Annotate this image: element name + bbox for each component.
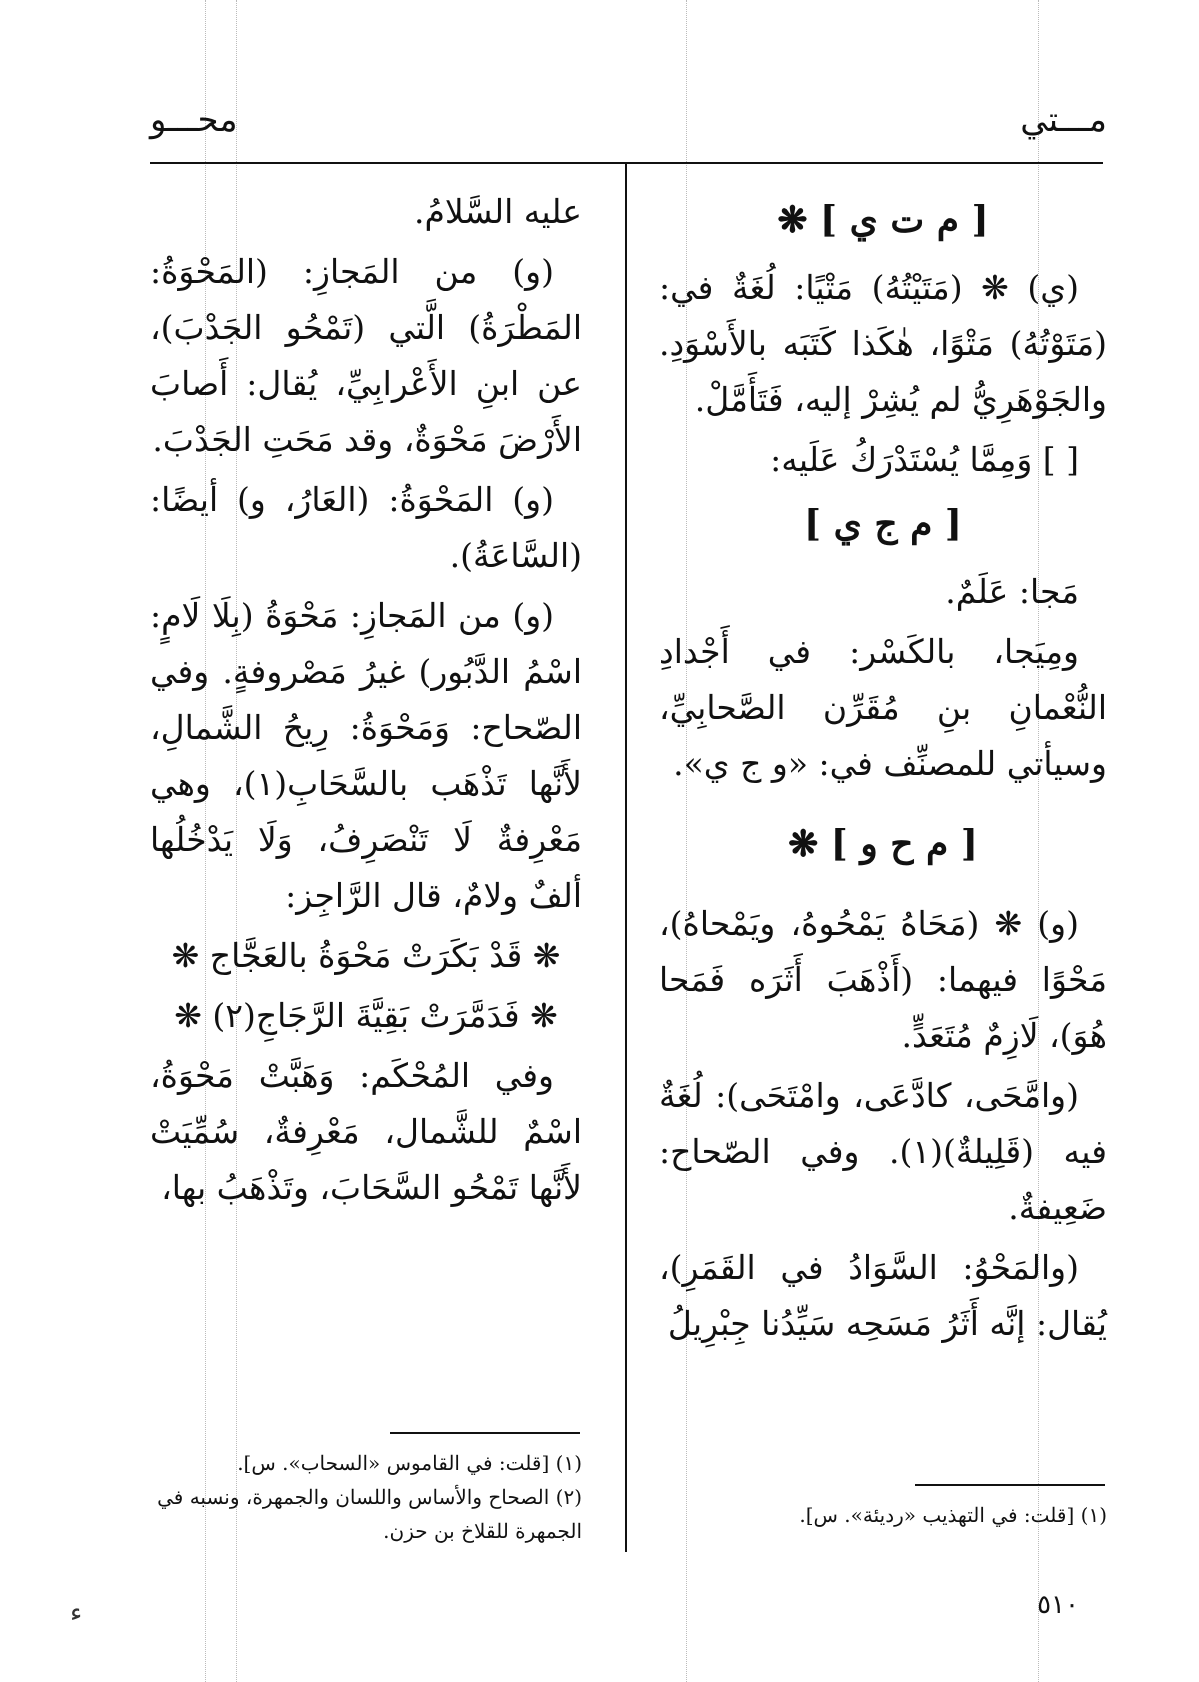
entry-paragraph: عليه السَّلامُ. xyxy=(413,192,582,231)
entry-paragraph: ومِيَجا، بالكَسْر: في أَجْدادِ النُّعْمانِ بنِ مُقَرِّن الصَّحابِيِّ، وسيأتي للمصنِّف في: «و ج ي». xyxy=(659,632,1107,783)
entry-heading: [ م ت ي ] ❋ xyxy=(777,199,989,241)
verse-line: ❋ قَدْ بَكَرَتْ مَحْوَةُ بالعَجَّاج ❋ xyxy=(171,936,561,975)
entry-paragraph: (و) من المَجازِ: مَحْوَةُ (بِلَا لَامٍ: اسْمُ الدَّبُور) غيرُ مَصْروفةٍ. وفي الصّحاح: وَمَحْوَةُ: رِيحُ الشَّمالِ، لأَنَّها تَذْهَب بالسَّحَابِ(١)، وهي مَعْرِفةٌ لَا تَنْصَرِفُ، وَلَا يَدْخُلُها ألفٌ ولامٌ، قال الرَّاجِز: xyxy=(150,596,583,915)
entry-paragraph: [ ] وَمِمَّا يُسْتَدْرَكُ عَلَيه: xyxy=(770,440,1079,479)
footnote: (٢) الصحاح والأساس واللسان والجمهرة، ونسبه في الجمهرة للقلاخ بن حزن. xyxy=(157,1485,582,1543)
column-divider xyxy=(625,162,627,1552)
footnotes-right xyxy=(659,1498,1107,1532)
left-column xyxy=(150,184,582,1220)
entry-paragraph: وفي المُحْكَم: وَهَبَّتْ مَحْوَةُ، اسْمٌ للشَّمال، مَعْرِفةٌ، سُمِّيَتْ لأَنَّها تَمْحُو السَّحَابَ، وتَذْهَبُ بها، xyxy=(150,1056,582,1207)
entry-paragraph: (و) ❋ (مَحَاهُ يَمْحُوهُ، ويَمْحاهُ)، مَحْوًا فيهما: (أَذْهَبَ أَثَرَه فَمَحا هُوَ)، لَازِمٌ مُتَعَدٍّ. xyxy=(659,904,1107,1055)
right-column xyxy=(659,184,1107,1356)
running-header-left: محـــو xyxy=(150,100,238,140)
footnote: (١) [قلت: في القاموس «السحاب». س]. xyxy=(237,1451,582,1475)
entry-paragraph: (و) من المَجازِ: (المَحْوَةُ: المَطْرَةُ) الَّتي (تَمْحُو الجَدْبَ)، عن ابنِ الأَعْرابِيِّ، يُقال: أَصابَ الأَرْضَ مَحْوَةٌ، وقد مَحَتِ الجَدْبَ. xyxy=(150,252,582,459)
entry-paragraph: (وامَّحَى، كادَّعَى، وامْتَحَى): لُغَةٌ فيه (قَلِيلةٌ)(١). وفي الصّحاح: ضَعِيفةٌ. xyxy=(659,1076,1107,1227)
page-number: ٥١٠ xyxy=(1037,1590,1079,1620)
entry-paragraph: (ي) ❋ (مَتَيْتُهُ) مَتْيًا: لُغَةٌ في: (مَتَوْتُهُ) مَتْوًا، هٰكَذا كَتَبَه بالأَسْوَدِ. والجَوْهَرِيُّ لم يُشِرْ إليه، فَتَأَمَّلْ. xyxy=(659,268,1107,419)
footnote-rule xyxy=(915,1484,1105,1486)
entry-paragraph: (و) المَحْوَةُ: (العَارُ، و) أيضًا: (السَّاعَةُ). xyxy=(150,480,582,575)
footnote-rule xyxy=(390,1432,580,1434)
margin-mark: ء xyxy=(70,1598,83,1628)
entry-paragraph: مَجا: عَلَمٌ. xyxy=(945,572,1079,611)
footnotes-left xyxy=(150,1446,582,1548)
footnote: (١) [قلت: في التهذيب «رديئة». س]. xyxy=(799,1503,1107,1527)
entry-heading: [ م ح و ] ❋ xyxy=(788,823,978,865)
running-header-right: مـــتي xyxy=(1020,100,1107,140)
entry-paragraph: (والمَحْوُ: السَّوَادُ في القَمَرِ)، يُقال: إنَّه أَثَرُ مَسَحِه سَيِّدُنا جِبْرِيلُ xyxy=(659,1248,1107,1343)
verse-line: ❋ فَدَمَّرَتْ بَقِيَّةَ الرَّجَاجِ(٢) ❋ xyxy=(174,996,558,1035)
entry-heading: [ م ج ي ] xyxy=(804,503,962,545)
